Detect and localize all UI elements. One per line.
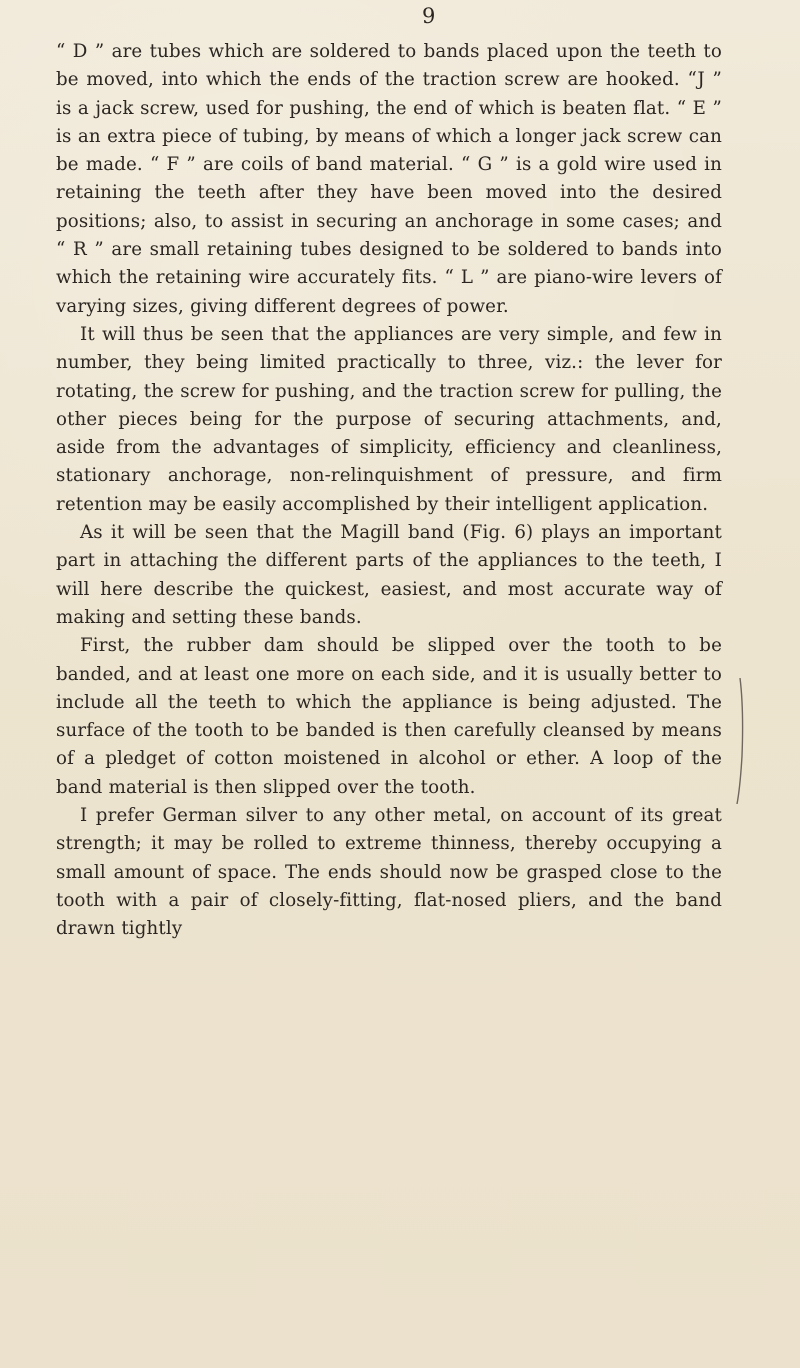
paragraph-2: It will thus be seen that the appliances are very simple, and few in number, they being limited practically to three, viz.: the lever for rotating, the screw for pushing, and the traction screw for pulling, the other pieces being for the purpose of securing attachments, and, aside from the advantages of simplicity, efficiency and cleanliness, stationary anchorage, non-relinquishment of pressure, and firm retention may be easily accomplished by their intelligent application.	[56, 323, 722, 515]
paragraph-1: “ D ” are tubes which are soldered to bands placed upon the teeth to be moved, into which the ends of the traction screw are hooked. “J ” is a jack screw, used for pushing, the end of which is beaten flat. “ E ” is an extra piece of tubing, by means of which a longer jack screw can be made. “ F ” are coils of band material. “ G ” is a gold wire used in retaining the teeth after they have been moved into the desired positions; also, to assist in securing an anchorage in some cases; and “ R ” are small retaining tubes designed to be soldered to bands into which the retaining wire accurately fits. “ L ” are piano-wire levers of varying sizes, giving different degrees of power.	[56, 41, 722, 317]
paragraph-4: First, the rubber dam should be slipped over the tooth to be banded, and at least one more on each side, and it is usually better to include all the teeth to which the appliance is being adjusted. The surface of the tooth to be banded is then carefully cleansed by means of a pledget of cotton moistened in alcohol or ether. A loop of the band material is then slipped over the tooth.	[56, 635, 722, 798]
margin-pencil-mark	[736, 678, 748, 804]
page-number: 9	[422, 4, 436, 28]
paragraph-5: I prefer German silver to any other metal, on account of its great strength; it may be rolled to extreme thinness, thereby occupying a small amount of space. The ends should now be grasped close to the tooth with a pair of closely-fitting, flat-nosed pliers, and the band drawn tightly	[56, 805, 722, 940]
paragraph-3: As it will be seen that the Magill band (Fig. 6) plays an important part in attaching the different parts of the appliances to the teeth, I will here describe the quickest, easiest, and most accurate way of making and setting these bands.	[56, 522, 722, 628]
body-text	[56, 38, 722, 944]
